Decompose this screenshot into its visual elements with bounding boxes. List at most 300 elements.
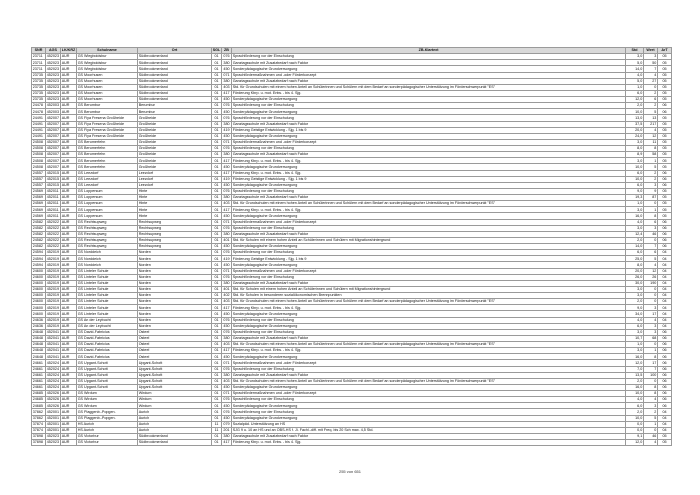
table-cell: Sprachförderung vor der Einschulung	[232, 329, 626, 335]
table-cell: AUR	[61, 90, 77, 96]
table-cell: 4	[644, 262, 658, 268]
table-cell: 403	[223, 342, 230, 347]
table-cell: 37898	[32, 433, 46, 439]
table-cell: Förderung Geistige Entwicklung - Sjg. 1 bis 9	[232, 176, 626, 182]
table-cell: GS Linteler Schule	[77, 299, 138, 305]
table-cell: 01	[212, 164, 222, 170]
table-cell: 24661	[32, 384, 46, 390]
table-cell: AUR	[61, 164, 77, 170]
table-cell: 452007	[46, 140, 59, 145]
table-cell: GS Victorbur	[77, 440, 138, 446]
table-cell: GS Moorhusen	[77, 97, 138, 103]
table-cell: 24582	[32, 244, 46, 250]
table-cell: 450	[223, 354, 230, 359]
table-cell: Großheide	[138, 152, 212, 158]
table-cell: GS Upgant-Schott	[77, 360, 138, 366]
table-cell: 01	[212, 170, 222, 176]
table-cell: Norden	[138, 274, 212, 280]
table-cell: Sprachförderung vor der Einschulung	[232, 225, 626, 231]
table-cell: AUR	[61, 427, 77, 433]
table-cell: GS Fiya Fresena Großheide	[77, 127, 138, 133]
table-cell: 2	[644, 170, 658, 176]
table-cell: Sozialpäd. Unterstützung an HS	[232, 421, 626, 427]
table-cell: 452023	[46, 72, 59, 77]
table-cell: 0	[644, 84, 658, 90]
table-cell: 01	[212, 311, 222, 317]
table-cell: 05	[658, 115, 672, 121]
table-cell: 076	[223, 317, 230, 322]
table-cell: Norden	[138, 323, 212, 329]
column-header: Schulname	[77, 48, 138, 54]
table-cell: 24594	[32, 262, 46, 268]
table-cell: 05	[658, 158, 672, 164]
table-cell: 452007	[46, 158, 59, 163]
table-cell: Wirdum	[138, 391, 212, 397]
table-cell: 06	[658, 403, 672, 409]
table-cell: GS Wiegboldsbur	[77, 60, 138, 66]
table-cell: 1	[644, 158, 658, 164]
table-cell: 4	[644, 72, 658, 78]
table-cell: GS Loppersum	[77, 207, 138, 213]
table-cell: 06	[658, 225, 672, 231]
table-cell: GS Linteler Schule	[77, 305, 138, 311]
table-cell: 403	[223, 201, 230, 206]
table-cell: 452001	[46, 415, 59, 420]
table-cell: GS Victorbur	[77, 433, 138, 439]
table-cell: 04	[658, 280, 672, 286]
table-cell: AUR	[61, 280, 77, 286]
table-cell: Sprachfördermaßnahmen und -oder Förderkonzept	[232, 72, 626, 78]
column-header: ZB-Klartext	[232, 48, 626, 54]
table-cell: 24648	[32, 335, 46, 341]
table-cell: 452019	[46, 293, 59, 298]
column-header: LK/KRZ	[61, 48, 76, 53]
table-cell: 26	[644, 274, 658, 280]
table-cell: 23711	[32, 54, 46, 60]
table-cell: GS Wirdum	[77, 403, 138, 409]
table-cell: 12	[644, 268, 658, 274]
table-cell: Sprachförderung vor der Einschulung	[232, 146, 626, 152]
table-cell: 24508	[32, 158, 46, 164]
table-cell: GS David-Fabricius	[77, 354, 138, 360]
table-cell: 2,0	[626, 378, 644, 384]
table-cell: Sonderpädagogische Grundversorgung	[232, 164, 626, 170]
table-cell: Sprachförderung vor der Einschulung	[232, 397, 626, 403]
table-cell: 06	[658, 391, 672, 397]
table-cell: GS An der Leybucht	[77, 323, 138, 329]
table-cell: 452023	[46, 434, 59, 439]
column-header: Std	[626, 48, 644, 54]
table-cell: Sonderpädagogische Grundversorgung	[232, 311, 626, 317]
table-cell: 6,0	[626, 250, 644, 256]
table-cell: 06	[658, 372, 672, 378]
table-cell: AUR	[61, 323, 77, 329]
table-cell: GS Linteler Schule	[77, 274, 138, 280]
table-cell: 452041	[46, 342, 59, 347]
table-cell: Leezdorf	[138, 182, 212, 188]
table-cell: AUR	[61, 84, 77, 90]
table-cell: 16,0	[626, 384, 644, 390]
table-cell: Förderung Geistige Entwicklung - Sjg. 1 bis 9	[232, 256, 626, 262]
table-cell: 12,4	[626, 231, 644, 237]
table-cell: Aurich	[138, 421, 212, 427]
table-cell: AUR	[61, 115, 77, 121]
table-cell: Rechtsupweg	[138, 219, 212, 225]
table-cell: 87	[644, 195, 658, 201]
table-cell: 37862	[32, 415, 46, 421]
table-cell: Std. für Grundschulen mit einem hohen Anteil an Schülerinnen und Schülern mit dem Bedarf an sonderpädagogischer Unterstützung im Förderschwerpunkt "ES"	[232, 201, 626, 207]
table-cell: Südbrookmerland	[138, 72, 212, 78]
table-cell: GS Upgant-Schott	[77, 384, 138, 390]
page-number: 255 von 651	[338, 469, 362, 474]
table-cell: 68	[644, 335, 658, 341]
table-cell: 5	[644, 415, 658, 421]
table-cell: 04	[658, 274, 672, 280]
table-cell: GS Leezdorf	[77, 182, 138, 188]
table-cell: Südbrookmerland	[138, 66, 212, 72]
table-cell: Großheide	[138, 115, 212, 121]
table-cell: 452019	[46, 299, 59, 304]
table-cell: Osteel	[138, 354, 212, 360]
table-cell: 9,0	[626, 188, 644, 194]
table-cell: AUR	[61, 286, 77, 292]
table-cell: 5	[644, 256, 658, 262]
table-cell: 380	[223, 78, 230, 83]
table-cell: 06	[658, 170, 672, 176]
table-cell: 452007	[46, 115, 59, 120]
table-cell: Sprachförderung vor der Einschulung	[232, 274, 626, 280]
table-cell: 452019	[46, 323, 59, 328]
table-cell: 01	[212, 90, 222, 96]
table-cell: 4	[644, 317, 658, 323]
table-cell: GS Linteler Schule	[77, 286, 138, 292]
table-cell: Ganztagsschule mit Zusatzbedarf nach Faktor	[232, 78, 626, 84]
table-cell: 06	[658, 329, 672, 335]
table-cell: 24600	[32, 293, 46, 299]
table-cell: 071	[223, 391, 230, 396]
table-cell: 01	[212, 182, 222, 188]
table-cell: 01	[212, 188, 222, 194]
table-cell: 01	[212, 152, 222, 158]
table-cell: 24508	[32, 146, 46, 152]
table-cell: 452011	[46, 195, 59, 200]
table-cell: 12,0	[626, 97, 644, 103]
table-cell: AUR	[61, 262, 77, 268]
table-cell: 17	[644, 360, 658, 366]
table-cell: 05	[658, 164, 672, 170]
table-cell: 452019	[46, 262, 59, 267]
table-cell: 01	[212, 139, 222, 145]
table-cell: 01	[212, 415, 222, 421]
table-cell: 01	[212, 372, 222, 378]
table-cell: 071	[223, 360, 230, 365]
table-cell: 076	[223, 189, 230, 194]
table-cell: 450	[223, 244, 230, 249]
table-cell: 01	[212, 305, 222, 311]
table-cell: 8,9	[626, 152, 644, 158]
table-cell: Aurich	[138, 415, 212, 421]
table-cell: Hinte	[138, 207, 212, 213]
table-cell: 403	[223, 299, 230, 304]
table-cell: GS Rechtsupweg	[77, 231, 138, 237]
table-cell: GS Rechtsupweg	[77, 225, 138, 231]
table-cell: 20,0	[626, 268, 644, 274]
table-cell: 13	[644, 115, 658, 121]
table-cell: 7,0	[626, 366, 644, 372]
table-cell: 24661	[32, 372, 46, 378]
table-cell: 05	[658, 66, 672, 72]
table-cell: 3,0	[626, 329, 644, 335]
table-cell: 452007	[46, 146, 59, 151]
table-cell: AUR	[61, 109, 77, 115]
table-cell: 37874	[32, 427, 46, 433]
table-cell: GS Norddeich	[77, 256, 138, 262]
table-cell: Ganztagsschule mit Zusatzbedarf nach Faktor	[232, 231, 626, 237]
table-cell: AUR	[61, 170, 77, 176]
table-cell: 01	[212, 397, 222, 403]
table-cell: 24648	[32, 342, 46, 348]
table-cell: AUR	[61, 225, 77, 231]
table-cell: 24661	[32, 360, 46, 366]
table-cell: 4	[644, 127, 658, 133]
table-cell: 46	[644, 231, 658, 237]
table-cell: 05	[658, 78, 672, 84]
table-cell: AUR	[61, 384, 77, 390]
table-cell: 452019	[46, 250, 59, 255]
table-cell: AUR	[61, 329, 77, 335]
table-cell: 0,0	[626, 421, 644, 427]
table-cell: 11	[212, 421, 222, 427]
table-cell: 452015	[46, 183, 59, 188]
table-cell: 0	[644, 378, 658, 384]
table-cell: 01	[212, 360, 222, 366]
table-cell: 04	[658, 256, 672, 262]
table-cell: Leezdorf	[138, 170, 212, 176]
table-cell: Norden	[138, 311, 212, 317]
table-cell: 452007	[46, 121, 59, 126]
table-cell: 8	[644, 213, 658, 219]
table-cell: GS Berumerfehn	[77, 158, 138, 164]
table-cell: 06	[658, 237, 672, 243]
table-cell: 24582	[32, 237, 46, 243]
table-cell: 3	[644, 403, 658, 409]
table-cell: Ganztagsschule mit Zusatzbedarf nach Faktor	[232, 280, 626, 286]
table-cell: 1,0	[626, 84, 644, 90]
table-cell: 05	[658, 213, 672, 219]
table-cell: 2	[644, 176, 658, 182]
table-cell: 05	[658, 201, 672, 207]
table-cell: GS Moorhusen	[77, 78, 138, 84]
table-cell: GS Linteler Schule	[77, 311, 138, 317]
table-cell: 10,0	[626, 109, 644, 115]
table-cell: 417	[223, 170, 230, 175]
table-cell: 452022	[46, 225, 59, 230]
table-cell: Sprachförderung vor der Einschulung	[232, 188, 626, 194]
table-cell: 452019	[46, 256, 59, 261]
table-cell: 06	[658, 103, 672, 109]
table-cell: 3	[644, 54, 658, 60]
table-cell: SJG 9 u. 10 an HS und an OBS-HS f. Ji. Fachl.-diff. mit Freq. bis 20 Sch max. 4,5 Std.	[232, 427, 626, 433]
table-cell: AUR	[61, 335, 77, 341]
table-cell: 46	[644, 433, 658, 439]
table-cell: 01	[212, 268, 222, 274]
table-cell: 01	[212, 409, 222, 415]
table-cell: 06	[658, 335, 672, 341]
table-cell: AUR	[61, 311, 77, 317]
table-cell: 04	[658, 262, 672, 268]
table-cell: GS Norddeich	[77, 250, 138, 256]
table-cell: 2,0	[626, 299, 644, 305]
table-cell: 24661	[32, 366, 46, 372]
table-cell: 01	[212, 195, 222, 201]
table-cell: 24569	[32, 213, 46, 219]
table-cell: Norden	[138, 262, 212, 268]
table-cell: 01	[212, 84, 222, 90]
table-cell: 452022	[46, 219, 59, 224]
table-cell: AUR	[61, 409, 77, 415]
table-cell: 8,0	[626, 146, 644, 152]
table-cell: 05	[658, 207, 672, 213]
table-cell: 34,0	[626, 311, 644, 317]
table-cell: GS Norddeich	[77, 262, 138, 268]
table-cell: Förderung Kbrp. u. mot. Entw. - bis 4. Sjg.	[232, 170, 626, 176]
table-cell: 2,0	[626, 237, 644, 243]
table-cell: 402	[223, 293, 230, 298]
table-cell: 3,0	[626, 348, 644, 354]
table-cell: 9,1	[626, 433, 644, 439]
table-cell: 01	[212, 280, 222, 286]
table-cell: AUR	[61, 378, 77, 384]
table-cell: AUR	[61, 188, 77, 194]
table-cell: 452007	[46, 127, 59, 132]
table-cell: 452024	[46, 366, 59, 371]
table-cell: 2	[644, 90, 658, 96]
table-cell: Osteel	[138, 335, 212, 341]
table-cell: GS Upgant-Schott	[77, 378, 138, 384]
table-cell: GS Rechtsupweg	[77, 219, 138, 225]
table-cell: Std. für Schulen mit einem hohen Anteil an Schülerinnen und Schülern mit Migrationshintergrund	[232, 286, 626, 292]
table-cell: 076	[223, 103, 230, 108]
table-cell: 01	[212, 342, 222, 348]
table-cell: 04	[658, 311, 672, 317]
table-cell: 452019	[46, 305, 59, 310]
table-cell: 3	[644, 323, 658, 329]
table-cell: GS Leezdorf	[77, 170, 138, 176]
table-cell: 452007	[46, 152, 59, 157]
table-cell: 24600	[32, 280, 46, 286]
table-cell: Upgant-Schott	[138, 366, 212, 372]
table-cell: 2,0	[626, 103, 644, 109]
table-cell: 5	[644, 164, 658, 170]
table-cell: 450	[223, 415, 230, 420]
table-cell: AUR	[61, 421, 77, 427]
table-cell: AUR	[61, 237, 77, 243]
table-cell: 05	[658, 90, 672, 96]
table-cell: AUR	[61, 433, 77, 439]
table-cell: Großheide	[138, 139, 212, 145]
table-cell: Großheide	[138, 127, 212, 133]
table-cell: 06	[658, 219, 672, 225]
table-cell: 3	[644, 305, 658, 311]
table-cell: Sonderpädagogische Grundversorgung	[232, 354, 626, 360]
table-cell: 14,0	[626, 244, 644, 250]
table-cell: 452019	[46, 317, 59, 322]
table-cell: Großheide	[138, 158, 212, 164]
table-cell: 1,0	[626, 342, 644, 348]
table-cell: 06	[658, 366, 672, 372]
table-cell: 01	[212, 317, 222, 323]
table-cell: Südbrookmerland	[138, 84, 212, 90]
table-cell: 380	[223, 152, 230, 157]
table-cell: AUR	[61, 127, 77, 133]
table-cell: 0	[644, 299, 658, 305]
table-cell: Norden	[138, 268, 212, 274]
table-cell: Norden	[138, 286, 212, 292]
table-cell: 450	[223, 323, 230, 328]
table-cell: AUR	[61, 391, 77, 397]
table-cell: 01	[212, 133, 222, 139]
table-cell: GS Berumerfehn	[77, 164, 138, 170]
table-cell: 06	[658, 231, 672, 237]
table-cell: Norden	[138, 299, 212, 305]
table-cell: 13,5	[626, 372, 644, 378]
table-cell: 450	[223, 385, 230, 390]
table-cell: 04	[658, 415, 672, 421]
table-cell: GS Wiegboldsbur	[77, 66, 138, 72]
table-cell: 01	[212, 109, 222, 115]
table-cell: Std. für Grundschulen mit einem hohen Anteil an Schülerinnen und Schülern mit dem Bedarf an sonderpädagogischer Unterstützung im Förderschwerpunkt "ES"	[232, 342, 626, 348]
table-cell: Sonderpädagogische Grundversorgung	[232, 244, 626, 250]
table-cell: 12	[644, 133, 658, 139]
table-cell: Ganztagsschule mit Zusatzbedarf nach Faktor	[232, 433, 626, 439]
table-cell: 01	[212, 231, 222, 237]
table-cell: AUR	[61, 274, 77, 280]
table-cell: 25,0	[626, 256, 644, 262]
table-cell: 100	[644, 372, 658, 378]
table-cell: 58	[644, 152, 658, 158]
table-cell: 24600	[32, 268, 46, 274]
table-cell: 417	[223, 207, 230, 212]
table-cell: 24600	[32, 299, 46, 305]
table-cell: 24508	[32, 164, 46, 170]
table-cell: 01	[212, 201, 222, 207]
table-cell: 01	[212, 256, 222, 262]
table-cell: 01	[212, 103, 222, 109]
table-cell: 2,0	[626, 409, 644, 415]
table-cell: 01	[212, 72, 222, 78]
table-cell: HS Aurich	[77, 421, 138, 427]
table-cell: AUR	[61, 152, 77, 158]
table-cell: Förderung Kbrp. u. mot. Entw. - bis 4. Sjg.	[232, 90, 626, 96]
table-cell: AUR	[61, 244, 77, 250]
table-cell: 37,5	[626, 121, 644, 127]
data-table	[31, 47, 672, 446]
table-cell: 01	[212, 213, 222, 219]
table-cell: 24491	[32, 133, 46, 139]
table-cell: 3,0	[626, 225, 644, 231]
table-cell: 24636	[32, 323, 46, 329]
table-cell: Sonderpädagogische Grundversorgung	[232, 403, 626, 409]
table-cell: Norden	[138, 256, 212, 262]
table-cell: 24648	[32, 354, 46, 360]
table-cell: 6,0	[626, 170, 644, 176]
table-cell: 8	[644, 146, 658, 152]
table-cell: 01	[212, 158, 222, 164]
table-cell: Norden	[138, 305, 212, 311]
table-cell: Std. für Grundschulen mit einem hohen Anteil an Schülerinnen und Schülern mit dem Bedarf an sonderpädagogischer Unterstützung im Förderschwerpunkt "ES"	[232, 378, 626, 384]
table-cell: 24648	[32, 348, 46, 354]
table-cell: 452019	[46, 281, 59, 286]
